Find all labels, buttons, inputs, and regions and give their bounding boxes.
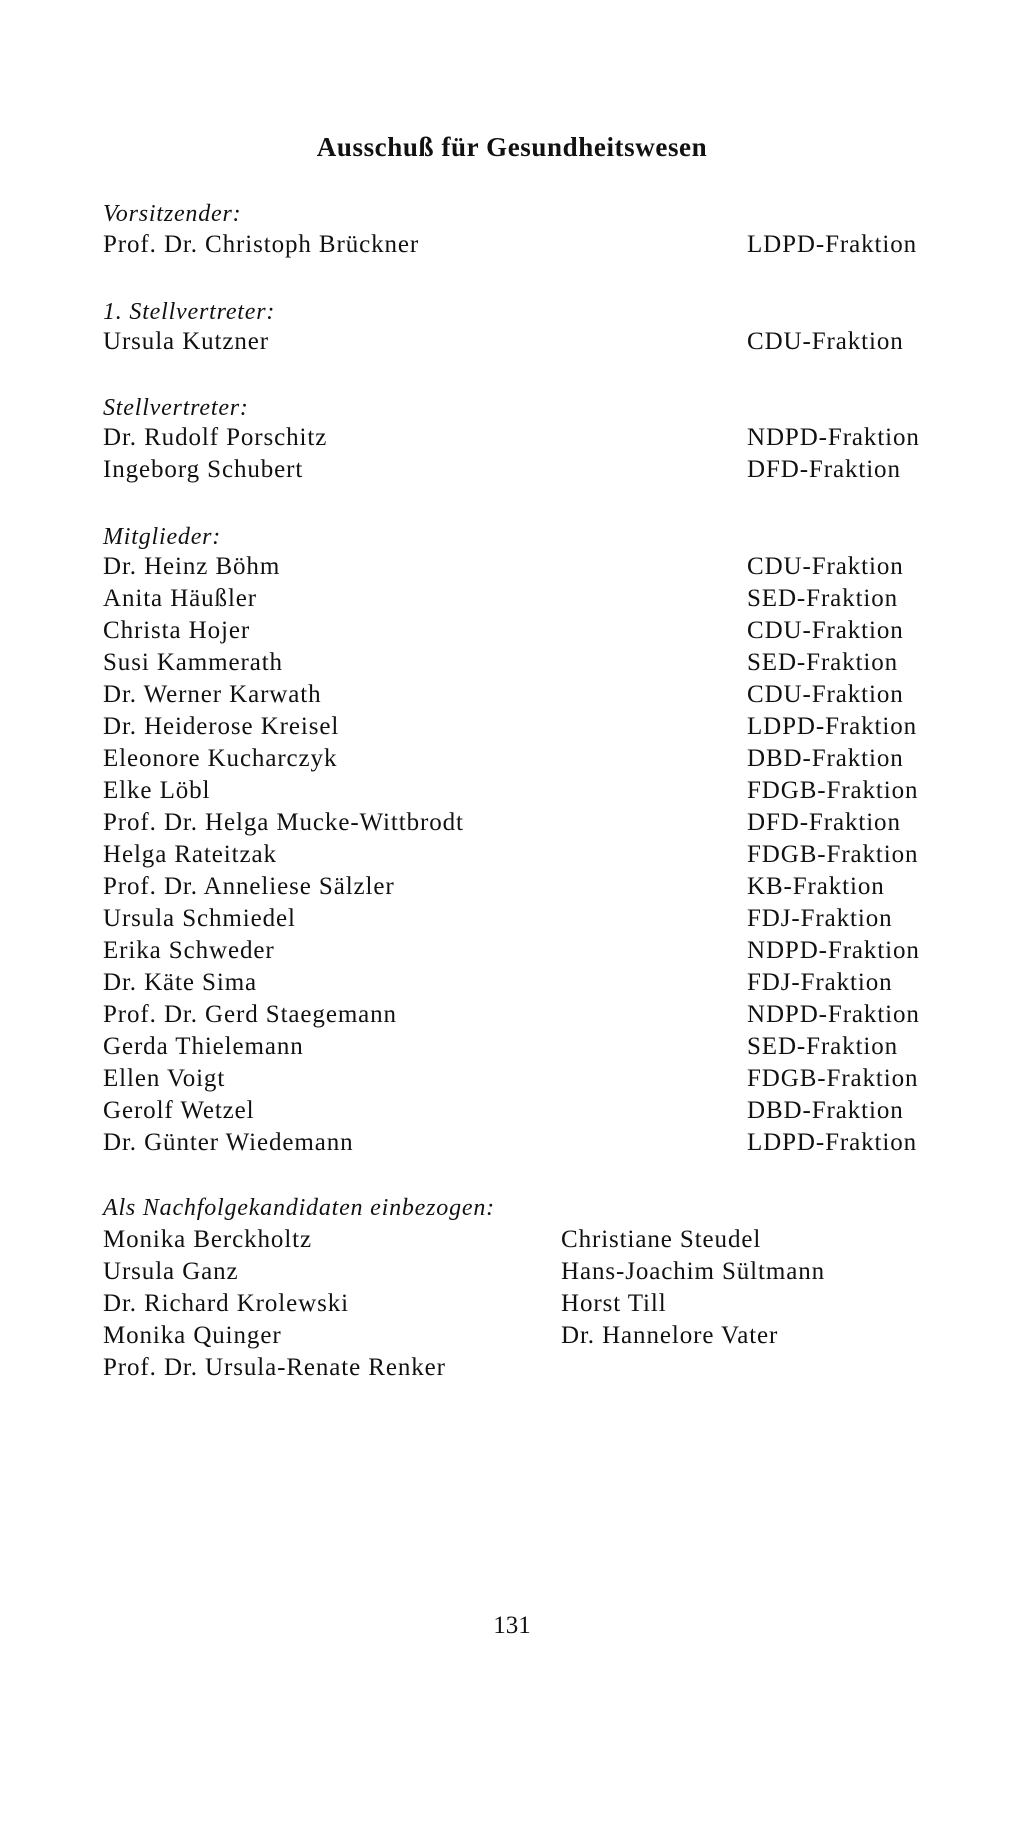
member-name: Gerda Thielemann (103, 1033, 304, 1060)
deputy-name: Ingeborg Schubert (103, 456, 304, 483)
member-row (103, 935, 959, 967)
candidate-name: Monika Quinger (103, 1322, 282, 1349)
member-row (103, 1031, 959, 1063)
member-row (103, 807, 959, 839)
member-party: DBD-Fraktion (747, 1097, 904, 1124)
candidate-name: Ursula Ganz (103, 1258, 239, 1285)
candidate-name: Horst Till (561, 1290, 667, 1317)
member-party: FDGB-Fraktion (747, 1065, 919, 1092)
member-name: Dr. Günter Wiedemann (103, 1129, 354, 1156)
committee-title: Ausschuß für Gesundheitswesen (316, 132, 708, 162)
member-party: DFD-Fraktion (747, 809, 901, 836)
member-row (103, 1095, 959, 1127)
member-party: SED-Fraktion (747, 585, 899, 612)
member-party: FDGB-Fraktion (747, 841, 919, 868)
member-name: Erika Schweder (103, 937, 275, 964)
member-party: NDPD-Fraktion (747, 937, 920, 964)
deputy-row (103, 454, 959, 486)
first-deputy-row (103, 326, 959, 358)
deputies-label: Stellvertreter: (103, 395, 249, 421)
member-party: CDU-Fraktion (747, 617, 904, 644)
first-deputy-party: CDU-Fraktion (747, 328, 904, 355)
member-name: Elke Löbl (103, 777, 211, 804)
member-name: Ellen Voigt (103, 1065, 226, 1092)
member-party: CDU-Fraktion (747, 681, 904, 708)
member-row (103, 839, 959, 871)
candidate-name: Hans-Joachim Sültmann (561, 1258, 826, 1285)
chair-party: LDPD-Fraktion (747, 231, 918, 258)
member-name: Helga Rateitzak (103, 841, 277, 868)
member-row (103, 679, 959, 711)
members-label: Mitglieder: (103, 524, 222, 550)
member-name: Gerolf Wetzel (103, 1097, 255, 1124)
member-party: SED-Fraktion (747, 649, 899, 676)
candidate-name: Christiane Steudel (561, 1226, 762, 1253)
member-name: Dr. Werner Karwath (103, 681, 322, 708)
member-row (103, 871, 959, 903)
member-name: Prof. Dr. Gerd Staegemann (103, 1001, 397, 1028)
member-name: Anita Häußler (103, 585, 258, 612)
member-party: LDPD-Fraktion (747, 713, 918, 740)
first-deputy-label: 1. Stellvertreter: (103, 299, 276, 325)
member-party: FDJ-Fraktion (747, 969, 893, 996)
member-party: SED-Fraktion (747, 1033, 899, 1060)
candidate-name: Monika Berckholtz (103, 1226, 313, 1253)
member-name: Eleonore Kucharczyk (103, 745, 338, 772)
member-row (103, 551, 959, 583)
member-row (103, 903, 959, 935)
member-party: DBD-Fraktion (747, 745, 904, 772)
member-name: Susi Kammerath (103, 649, 283, 676)
member-row (103, 583, 959, 615)
candidate-name: Dr. Richard Krolewski (103, 1290, 349, 1317)
deputy-party: DFD-Fraktion (747, 456, 901, 483)
member-party: LDPD-Fraktion (747, 1129, 918, 1156)
member-name: Dr. Heiderose Kreisel (103, 713, 340, 740)
member-row (103, 967, 959, 999)
candidate-name: Prof. Dr. Ursula-Renate Renker (103, 1354, 446, 1381)
deputy-party: NDPD-Fraktion (747, 424, 920, 451)
chair-name: Prof. Dr. Christoph Brückner (103, 231, 420, 258)
member-name: Christa Hojer (103, 617, 251, 644)
member-party: FDGB-Fraktion (747, 777, 919, 804)
member-party: KB-Fraktion (747, 873, 885, 900)
member-row (103, 775, 959, 807)
member-name: Dr. Käte Sima (103, 969, 258, 996)
chair-row (103, 229, 959, 261)
candidates-label: Als Nachfolgekandidaten einbezogen: (103, 1195, 495, 1221)
member-row (103, 999, 959, 1031)
member-row (103, 711, 959, 743)
member-party: FDJ-Fraktion (747, 905, 893, 932)
page-number: 131 (493, 1612, 531, 1639)
deputy-name: Dr. Rudolf Porschitz (103, 424, 328, 451)
member-row (103, 615, 959, 647)
member-party: CDU-Fraktion (747, 553, 904, 580)
deputy-row (103, 422, 959, 454)
member-name: Prof. Dr. Helga Mucke-Wittbrodt (103, 809, 464, 836)
member-name: Dr. Heinz Böhm (103, 553, 281, 580)
member-row (103, 1127, 959, 1159)
member-row (103, 743, 959, 775)
member-name: Ursula Schmiedel (103, 905, 296, 932)
member-row (103, 647, 959, 679)
chair-label: Vorsitzender: (103, 201, 242, 227)
candidate-name: Dr. Hannelore Vater (561, 1322, 779, 1349)
member-party: NDPD-Fraktion (747, 1001, 920, 1028)
first-deputy-name: Ursula Kutzner (103, 328, 270, 355)
member-row (103, 1063, 959, 1095)
member-name: Prof. Dr. Anneliese Sälzler (103, 873, 395, 900)
